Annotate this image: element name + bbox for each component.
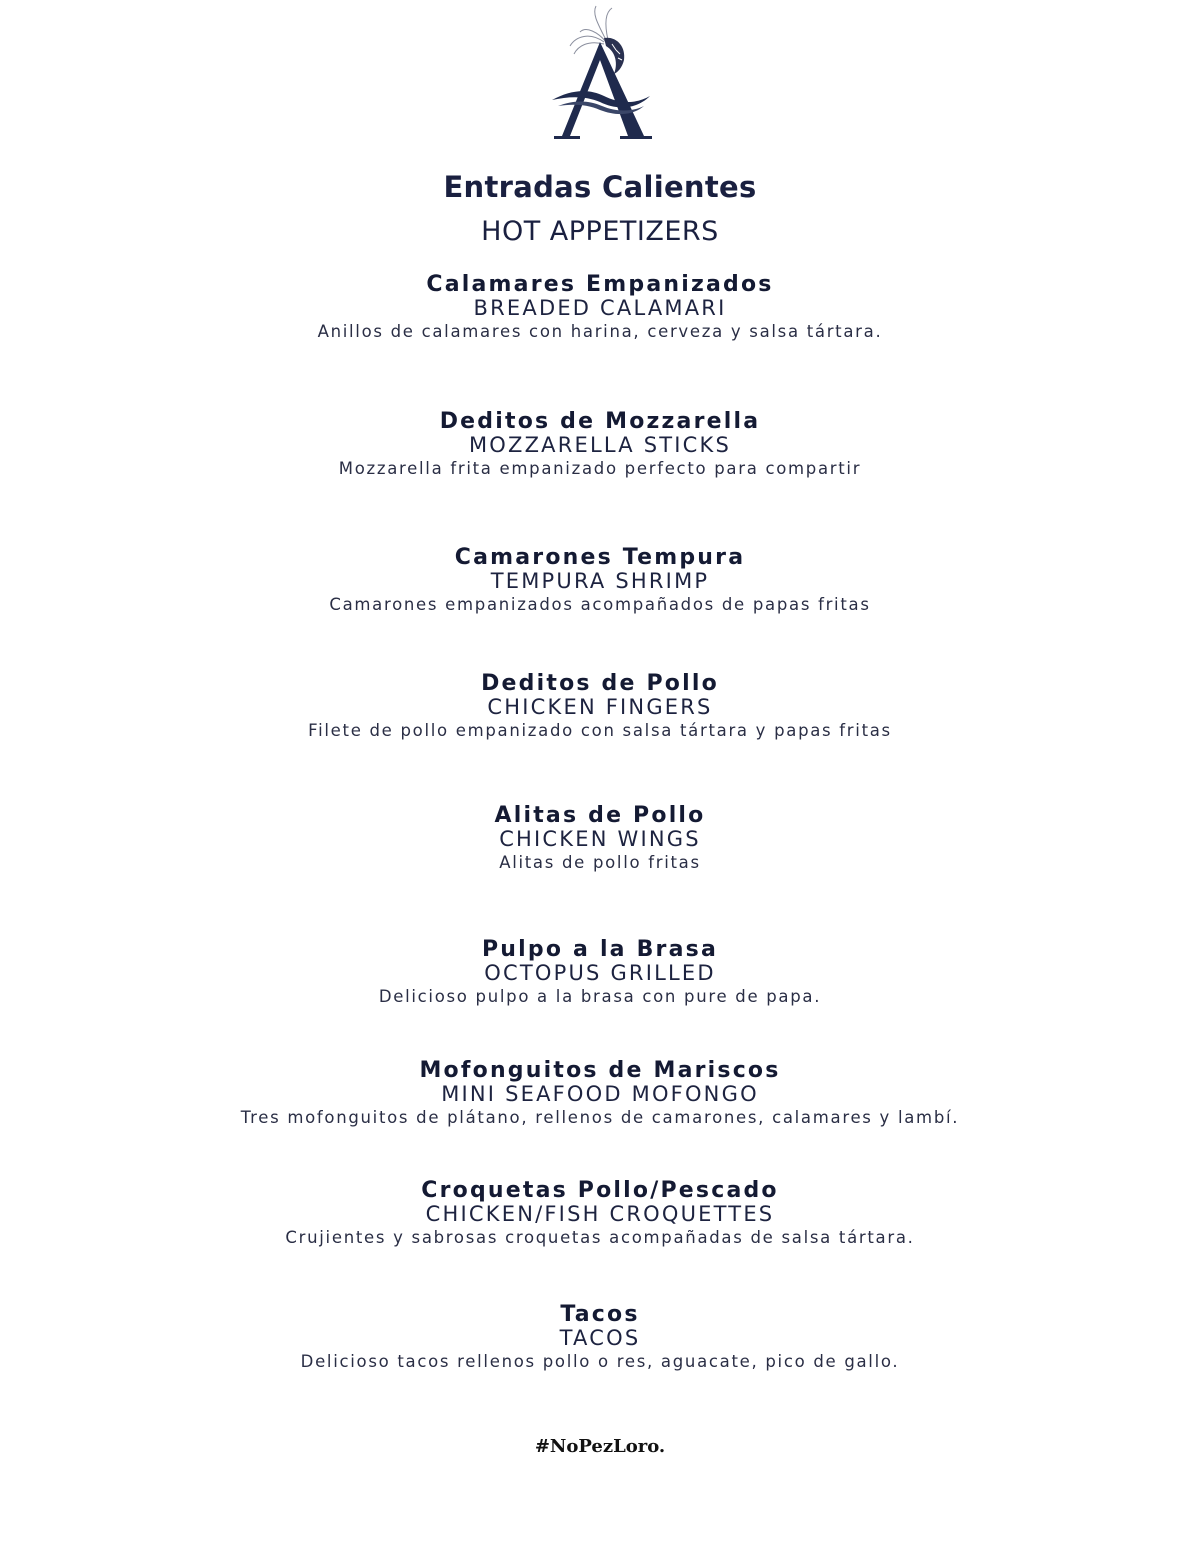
item-description: Crujientes y sabrosas croquetas acompañadas de salsa tártara.: [285, 1228, 915, 1247]
item-description: Filete de pollo empanizado con salsa tártara y papas fritas: [308, 721, 892, 740]
item-name-en: OCTOPUS GRILLED: [484, 961, 716, 985]
item-name-es: Pulpo a la Brasa: [481, 937, 718, 962]
menu-item: [0, 545, 1200, 617]
item-description: Delicioso pulpo a la brasa con pure de papa.: [378, 987, 822, 1006]
item-name-es: Deditos de Pollo: [481, 671, 719, 696]
menu-item: [0, 1058, 1200, 1130]
footer-hashtag: #NoPezLoro.: [534, 1436, 666, 1457]
item-name-es: Deditos de Mozzarella: [439, 409, 761, 434]
item-description: Camarones empanizados acompañados de papas fritas: [329, 595, 871, 614]
item-name-es: Tacos: [560, 1302, 640, 1327]
menu-item: [0, 409, 1200, 481]
item-description: Delicioso tacos rellenos pollo o res, aguacate, pico de gallo.: [300, 1352, 900, 1371]
item-name-en: CHICKEN WINGS: [499, 827, 701, 851]
item-name-es: Calamares Empanizados: [426, 272, 774, 297]
item-description: Tres mofonguitos de plátano, rellenos de camarones, calamares y lambí.: [240, 1108, 960, 1127]
item-name-es: Camarones Tempura: [454, 545, 746, 570]
item-description: Alitas de pollo fritas: [499, 853, 701, 872]
item-name-en: TACOS: [559, 1326, 641, 1350]
menu-item: [0, 803, 1200, 875]
section-subtitle: HOT APPETIZERS: [481, 216, 719, 247]
item-name-en: MOZZARELLA STICKS: [468, 433, 732, 457]
item-name-en: TEMPURA SHRIMP: [490, 569, 710, 593]
menu-item: [0, 272, 1200, 344]
menu-item: [0, 937, 1200, 1009]
menu-item: [0, 1178, 1200, 1250]
restaurant-logo: [540, 2, 660, 144]
menu-item: [0, 1302, 1200, 1374]
item-name-es: Croquetas Pollo/Pescado: [421, 1178, 779, 1203]
menu-item: [0, 671, 1200, 743]
item-name-en: MINI SEAFOOD MOFONGO: [441, 1082, 759, 1106]
item-description: Mozzarella frita empanizado perfecto para compartir: [338, 459, 862, 478]
section-title: Entradas Calientes: [443, 170, 757, 204]
item-name-es: Alitas de Pollo: [494, 803, 706, 828]
item-name-en: CHICKEN/FISH CROQUETTES: [425, 1202, 775, 1226]
item-name-en: BREADED CALAMARI: [473, 296, 727, 320]
item-name-en: CHICKEN FINGERS: [487, 695, 713, 719]
item-name-es: Mofonguitos de Mariscos: [419, 1058, 781, 1083]
item-description: Anillos de calamares con harina, cerveza y salsa tártara.: [317, 322, 883, 341]
